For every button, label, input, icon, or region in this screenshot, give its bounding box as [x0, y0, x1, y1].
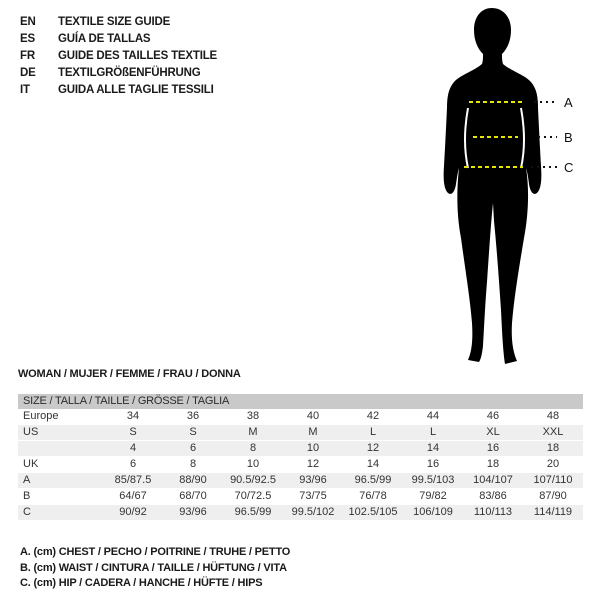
size-cell: 107/110: [533, 474, 573, 486]
table-row: [18, 473, 583, 489]
size-cell: 88/90: [179, 474, 207, 486]
size-cell: M: [248, 426, 258, 438]
marker-label-a: A: [564, 95, 573, 110]
size-cell: 83/86: [479, 490, 507, 502]
size-cell: 18: [486, 458, 500, 470]
size-cell: 44: [426, 410, 440, 422]
size-cell: 38: [246, 410, 260, 422]
size-cell: 64/67: [119, 490, 147, 502]
size-table-header: SIZE / TALLA / TAILLE / GRÖSSE / TAGLIA: [18, 394, 583, 409]
size-cell: 16: [486, 442, 500, 454]
size-cell: 102.5/105: [348, 506, 398, 518]
lang-code: FR: [20, 50, 35, 62]
row-label: C: [23, 506, 31, 518]
size-cell: 6: [189, 442, 197, 454]
table-row: [18, 505, 583, 521]
size-cell: 8: [189, 458, 197, 470]
size-cell: 16: [426, 458, 440, 470]
row-label: UK: [23, 458, 39, 470]
size-cell: L: [369, 426, 377, 438]
lang-label: TEXTILGRÖßENFÜHRUNG: [58, 67, 201, 79]
row-label: US: [23, 426, 39, 438]
size-cell: 73/75: [299, 490, 327, 502]
row-label: B: [23, 490, 31, 502]
size-cell: 99.5/102: [291, 506, 335, 518]
size-cell: 8: [249, 442, 257, 454]
size-cell: 90/92: [119, 506, 147, 518]
size-cell: 4: [129, 442, 137, 454]
size-cell: 85/87.5: [114, 474, 152, 486]
woman-silhouette-figure: [435, 0, 600, 375]
size-cell: 96.5/99: [354, 474, 392, 486]
lang-code: EN: [20, 16, 36, 28]
woman-silhouette: [444, 8, 542, 364]
size-cell: 14: [426, 442, 440, 454]
size-cell: 46: [486, 410, 500, 422]
lang-label: GUIDE DES TAILLES TEXTILE: [58, 50, 217, 62]
marker-label-b: B: [564, 130, 573, 145]
size-cell: 36: [186, 410, 200, 422]
size-cell: 34: [126, 410, 140, 422]
size-cell: 93/96: [299, 474, 327, 486]
size-cell: L: [429, 426, 437, 438]
legend-chest: A. (cm) CHEST / PECHO / POITRINE / TRUHE / PETTO: [20, 546, 291, 558]
size-cell: XL: [486, 426, 500, 438]
legend-waist: B. (cm) WAIST / CINTURA / TAILLE / HÜFTUNG / VITA: [20, 561, 287, 574]
size-cell: 20: [546, 458, 560, 470]
size-table: [18, 394, 583, 521]
table-row: [18, 425, 583, 441]
section-title-woman: WOMAN / MUJER / FEMME / FRAU / DONNA: [18, 368, 241, 380]
lang-row-es: [20, 31, 217, 48]
lang-row-it: [20, 82, 217, 99]
table-row: [18, 489, 583, 505]
size-cell: XXL: [542, 426, 564, 438]
lang-row-de: [20, 65, 217, 82]
size-cell: M: [308, 426, 318, 438]
marker-label-c: C: [564, 160, 574, 175]
silhouette-svg: [435, 0, 600, 375]
measurement-legend: [20, 545, 290, 592]
size-cell: 14: [366, 458, 380, 470]
size-cell: 79/82: [419, 490, 447, 502]
lang-label: GUIDA ALLE TAGLIE TESSILI: [58, 84, 214, 96]
size-cell: 90.5/92.5: [230, 474, 276, 486]
lang-row-fr: [20, 48, 217, 65]
size-cell: 96.5/99: [234, 506, 272, 518]
lang-row-en: [20, 14, 217, 31]
lang-code: ES: [20, 33, 35, 45]
size-cell: 12: [366, 442, 380, 454]
size-cell: 10: [306, 442, 320, 454]
row-label: Europe: [23, 410, 59, 422]
size-cell: 87/90: [539, 490, 567, 502]
row-label: [18, 441, 103, 456]
size-table-body: [18, 409, 583, 521]
size-cell: 93/96: [179, 506, 207, 518]
size-cell: 70/72.5: [234, 490, 272, 502]
size-cell: S: [129, 426, 137, 438]
size-cell: 114/119: [533, 506, 573, 518]
size-cell: S: [189, 426, 197, 438]
legend-hip: C. (cm) HIP / CADERA / HANCHE / HÜFTE / HIPS: [20, 577, 263, 589]
size-cell: 40: [306, 410, 320, 422]
size-cell: 12: [306, 458, 320, 470]
language-title-block: [20, 14, 217, 99]
size-cell: 48: [546, 410, 560, 422]
size-cell: 68/70: [179, 490, 207, 502]
lang-code: DE: [20, 67, 36, 79]
size-cell: 99.5/103: [411, 474, 455, 486]
size-cell: 104/107: [473, 474, 513, 486]
size-cell: 10: [246, 458, 260, 470]
lang-label: TEXTILE SIZE GUIDE: [58, 16, 171, 28]
size-cell: 76/78: [359, 490, 387, 502]
lang-code: IT: [20, 84, 30, 96]
lang-label: GUÍA DE TALLAS: [58, 33, 151, 45]
row-label: A: [23, 474, 31, 486]
size-cell: 6: [129, 458, 137, 470]
size-cell: 18: [546, 442, 560, 454]
size-cell: 106/109: [413, 506, 453, 518]
table-row: [18, 441, 583, 457]
table-row: [18, 409, 583, 425]
size-cell: 110/113: [473, 506, 513, 518]
table-row: [18, 457, 583, 473]
size-cell: 42: [366, 410, 380, 422]
